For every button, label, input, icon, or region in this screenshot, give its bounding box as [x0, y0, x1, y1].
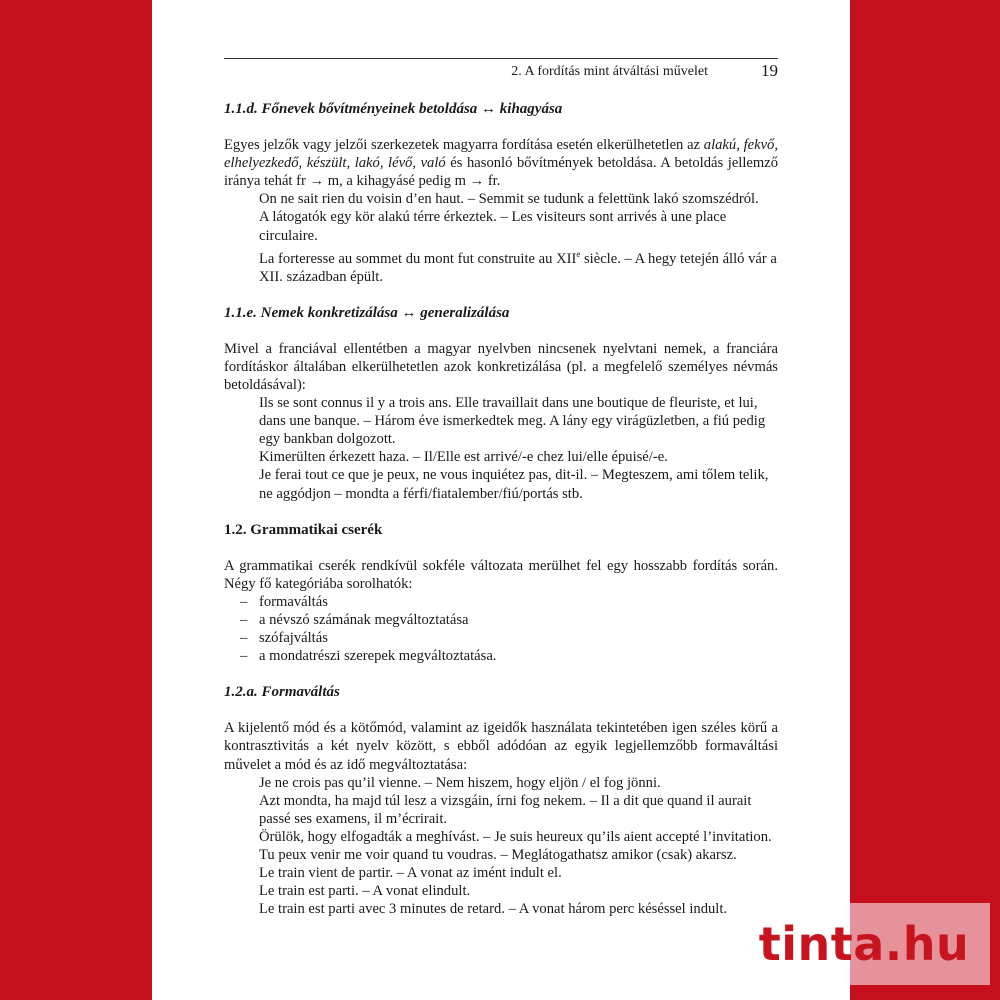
example: Örülök, hogy elfogadták a meghívást. – Je suis heureux qu’ils aient accepté l’invitation. [259, 828, 772, 845]
list-item [224, 611, 778, 629]
section-heading-1-2-a: 1.2.a. Formaváltás [224, 684, 340, 701]
example: Tu peux venir me voir quand tu voudras. – Meglátogathatsz amikor (csak) akarsz. [259, 847, 737, 864]
example: Le train est parti. – A vonat elindult. [259, 883, 471, 900]
category-list [224, 593, 778, 665]
list-item [224, 629, 778, 647]
example [224, 245, 778, 286]
example: A látogatók egy kör alakú térre érkeztek. – Les visiteurs sont arrivés à une place circulaire. [259, 209, 727, 244]
list-item-label: a mondatrészi szerepek megváltoztatása. [259, 648, 497, 665]
page-body [224, 100, 778, 918]
running-header [224, 58, 778, 85]
example: Le train est parti avec 3 minutes de retard. – A vonat három perc késéssel indult. [259, 901, 728, 918]
running-title: 2. A fordítás mint átváltási művelet [511, 64, 708, 79]
paragraph: Mivel a franciával ellentétben a magyar nyelvben nincsenek nyelvtani nemek, a franciára fordításkor általában elkerülhetetlen azok konkretizálása (pl. a megfelelő személyes névmás betoldásával): [224, 340, 778, 393]
text-span: Egyes jelzők vagy jelzői szerkezetek magyarra fordítása esetén elkerülhetetlen az [224, 137, 704, 154]
dash: – [240, 593, 248, 610]
superscript: e [576, 248, 581, 259]
text-span: siècle. – A hegy tetején álló vár a XII. században épült. [259, 250, 777, 285]
list-item-label: formaváltás [259, 593, 328, 610]
section-heading-1-2: 1.2. Grammatikai cserék [224, 521, 383, 538]
paragraph: A grammatikai cserék rendkívül sokféle változata merülhet fel egy hosszabb fordítás során. Négy fő kategóriába sorolhatók: [224, 557, 778, 592]
dash: – [240, 612, 248, 629]
book-page [152, 0, 850, 1000]
list-item [224, 647, 778, 665]
text-span: és hasonló bővítmények betoldása. A betoldás jellemző iránya tehát fr → m, a kihagyásé pedig m → fr. [224, 155, 779, 190]
example: Je ne crois pas qu’il vienne. – Nem hiszem, hogy eljön / el fog jönni. [259, 774, 661, 791]
italic-span: alakú, fekvő, elhelyezkedő, készült, lakó, lévő, való [224, 137, 779, 172]
example: On ne sait rien du voisin d’en haut. – Semmit se tudunk a felettünk lakó szomszédról. [259, 191, 759, 208]
dash: – [240, 630, 248, 647]
example: Azt mondta, ha majd túl lesz a vizsgáin, írni fog nekem. – Il a dit que quand il aurait passé ses examens, il m’écrirait. [259, 792, 752, 827]
section-heading-1-1-d: 1.1.d. Főnevek bővítményeinek betoldása ↔ kihagyása [224, 101, 563, 117]
section-heading-1-1-e: 1.1.e. Nemek konkretizálása ↔ generalizálása [224, 304, 510, 321]
list-item-label: a névszó számának megváltoztatása [259, 612, 469, 629]
list-item [224, 593, 778, 611]
example: Ils se sont connus il y a trois ans. Elle travaillait dans une boutique de fleuriste, et lui, dans une banque. – Három éve ismerkedtek meg. A lány egy virágüzletben, a fiú pedig egy bankban dolgozott. [259, 395, 766, 448]
example: Kimerülten érkezett haza. – Il/Elle est arrivé/-e chez lui/elle épuisé/-e. [259, 449, 668, 466]
paragraph [224, 136, 778, 190]
list-item-label: szófajváltás [259, 630, 328, 647]
page-number: 19 [761, 61, 778, 80]
example: Je ferai tout ce que je peux, ne vous inquiétez pas, dit-il. – Megteszem, ami tőlem telik, ne aggódjon – mondta a férfi/fiatalember/fiú/portás stb. [259, 467, 769, 502]
example: Le train vient de partir. – A vonat az imént indult el. [259, 865, 562, 882]
dash: – [240, 648, 248, 665]
watermark-logo: tinta.hu [738, 903, 990, 985]
paragraph: A kijelentő mód és a kötőmód, valamint az igeidők használata tekintetében igen széles körű a kontrasztivitás a két nyelv között, s ebből adódóan az egyik legjellemzőbb formaváltási művelet a mód és az idő megváltoztatása: [224, 720, 778, 773]
text-span: La forteresse au sommet du mont fut construite au XII [259, 250, 577, 267]
